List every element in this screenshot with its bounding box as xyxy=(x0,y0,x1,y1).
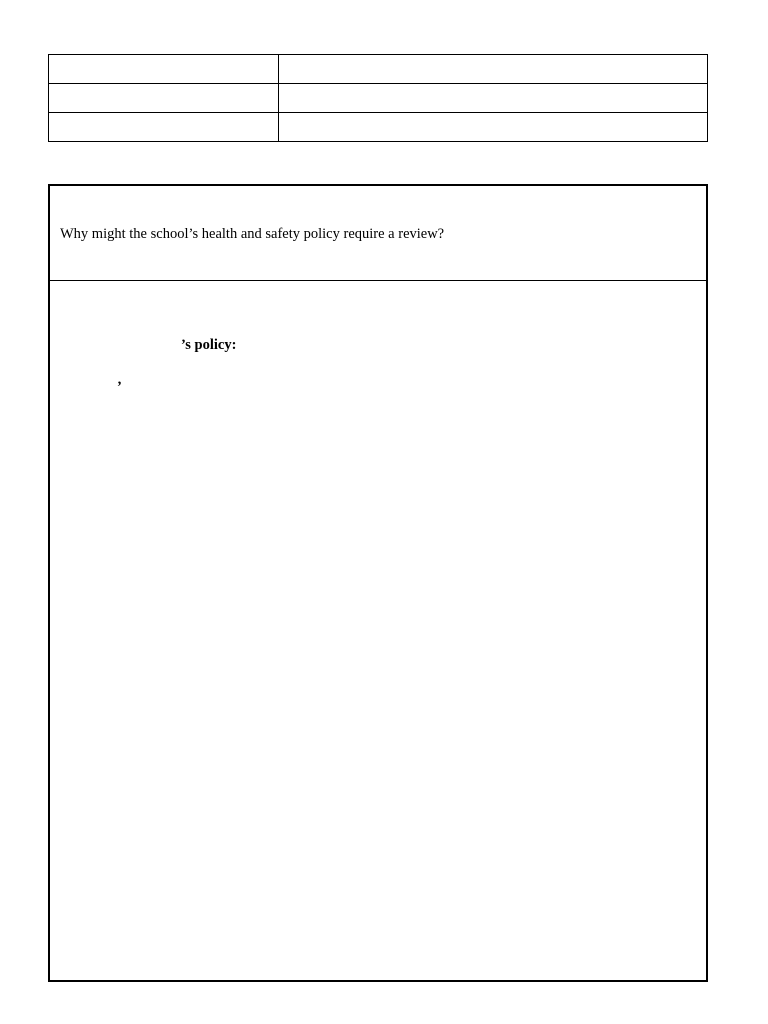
policy-heading: ’s policy: xyxy=(181,337,237,353)
table-cell-label[interactable] xyxy=(49,84,279,113)
question-header xyxy=(50,186,706,281)
table-cell-value[interactable] xyxy=(279,55,708,84)
table-row xyxy=(49,113,708,142)
table-row xyxy=(49,55,708,84)
info-table xyxy=(48,54,708,142)
question-text: Why might the school’s health and safety policy require a review? xyxy=(60,226,445,242)
answer-area[interactable] xyxy=(50,281,706,979)
table-cell-value[interactable] xyxy=(279,84,708,113)
table-cell-label[interactable] xyxy=(49,55,279,84)
apostrophe-mark: ’ xyxy=(117,379,122,395)
question-box xyxy=(48,184,708,982)
table-cell-label[interactable] xyxy=(49,113,279,142)
table-cell-value[interactable] xyxy=(279,113,708,142)
table-row xyxy=(49,84,708,113)
